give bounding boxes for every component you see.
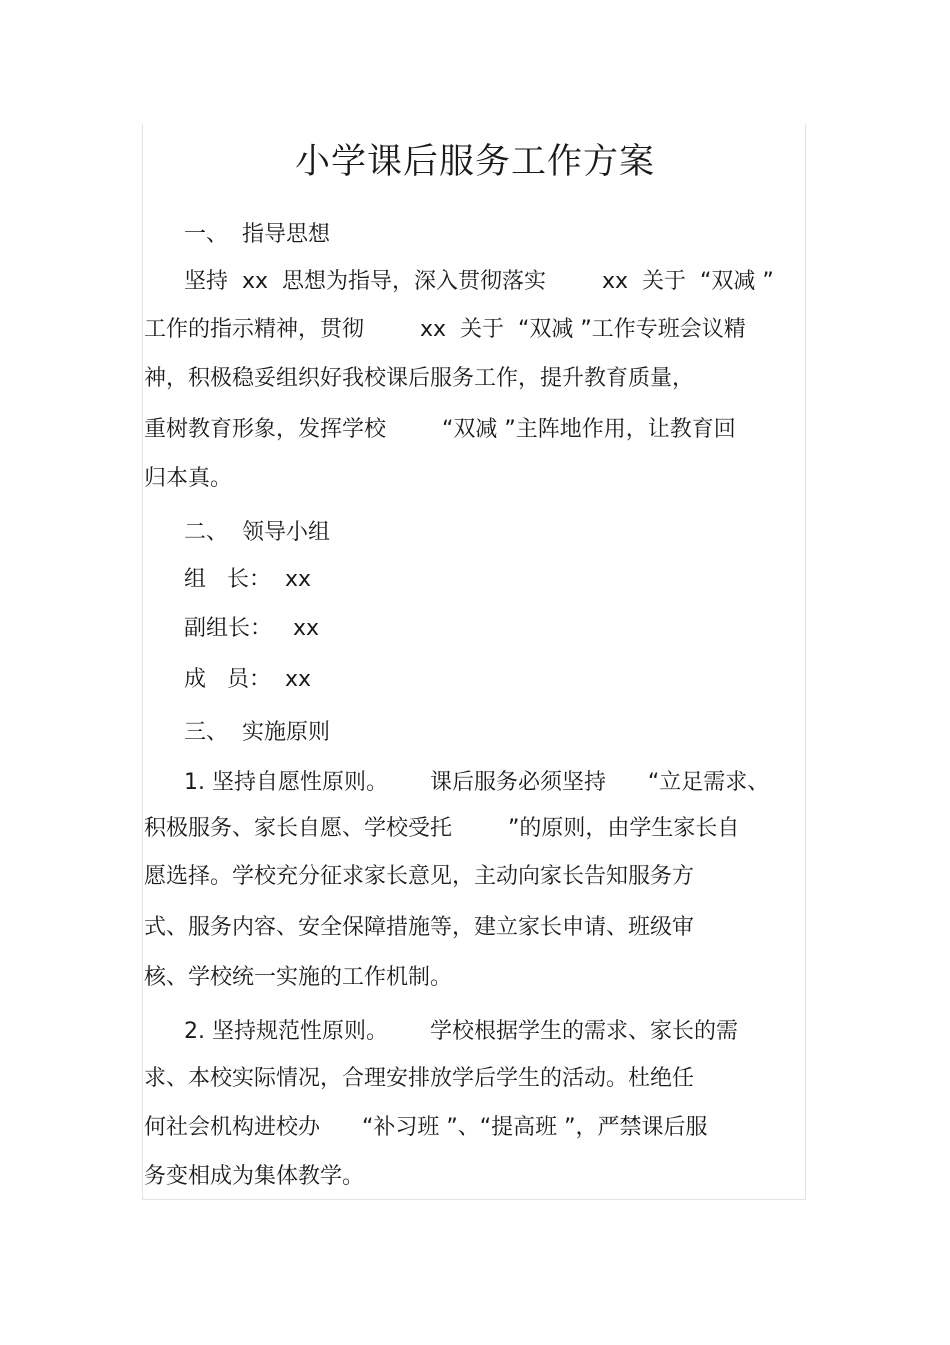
paragraph-line: 神，积极稳妥组织好我校课后服务工作，提升教育质量， bbox=[144, 366, 695, 391]
paragraph-line: 2. 坚持规范性原则。 学校根据学生的需求、家长的需 bbox=[184, 1019, 738, 1044]
paragraph-line: 积极服务、家长自愿、学校受托 ”的原则，由学生家长自 bbox=[144, 816, 740, 841]
section-heading-leading-group: 二、 领导小组 bbox=[184, 520, 330, 545]
paragraph-line: 重树教育形象，发挥学校 “双减 ”主阵地作用，让教育回 bbox=[144, 417, 736, 442]
paragraph-line: 务变相成为集体教学。 bbox=[144, 1164, 365, 1189]
document-title: 小学课后服务工作方案 bbox=[294, 142, 655, 182]
paragraph-line: 工作的指示精神，贯彻 xx 关于 “双减 ”工作专班会议精 bbox=[144, 317, 746, 342]
paragraph-line: 愿选择。学校充分征求家长意见，主动向家长告知服务方 bbox=[144, 864, 695, 889]
deputy-leader-line: 副组长： xx bbox=[184, 616, 320, 641]
paragraph-line: 1. 坚持自愿性原则。 课后服务必须坚持 “立足需求、 bbox=[184, 770, 770, 795]
group-leader-line: 组 长： xx bbox=[184, 567, 312, 592]
paragraph-line: 式、服务内容、安全保障措施等，建立家长申请、班级审 bbox=[144, 915, 695, 940]
paragraph-line: 归本真。 bbox=[144, 466, 233, 491]
section-heading-principles: 三、 实施原则 bbox=[184, 720, 330, 745]
paragraph-line: 何社会机构进校办 “补习班 ”、“提高班 ”，严禁课后服 bbox=[144, 1115, 708, 1140]
paragraph-line: 求、本校实际情况，合理安排放学后学生的活动。杜绝任 bbox=[144, 1066, 695, 1091]
section-heading-guiding-ideology: 一、 指导思想 bbox=[184, 222, 330, 247]
members-line: 成 员： xx bbox=[184, 667, 312, 692]
paragraph-line: 核、学校统一实施的工作机制。 bbox=[144, 965, 453, 990]
paragraph-line: 坚持 xx 思想为指导，深入贯彻落实 xx 关于 “双减 ” bbox=[184, 269, 774, 294]
